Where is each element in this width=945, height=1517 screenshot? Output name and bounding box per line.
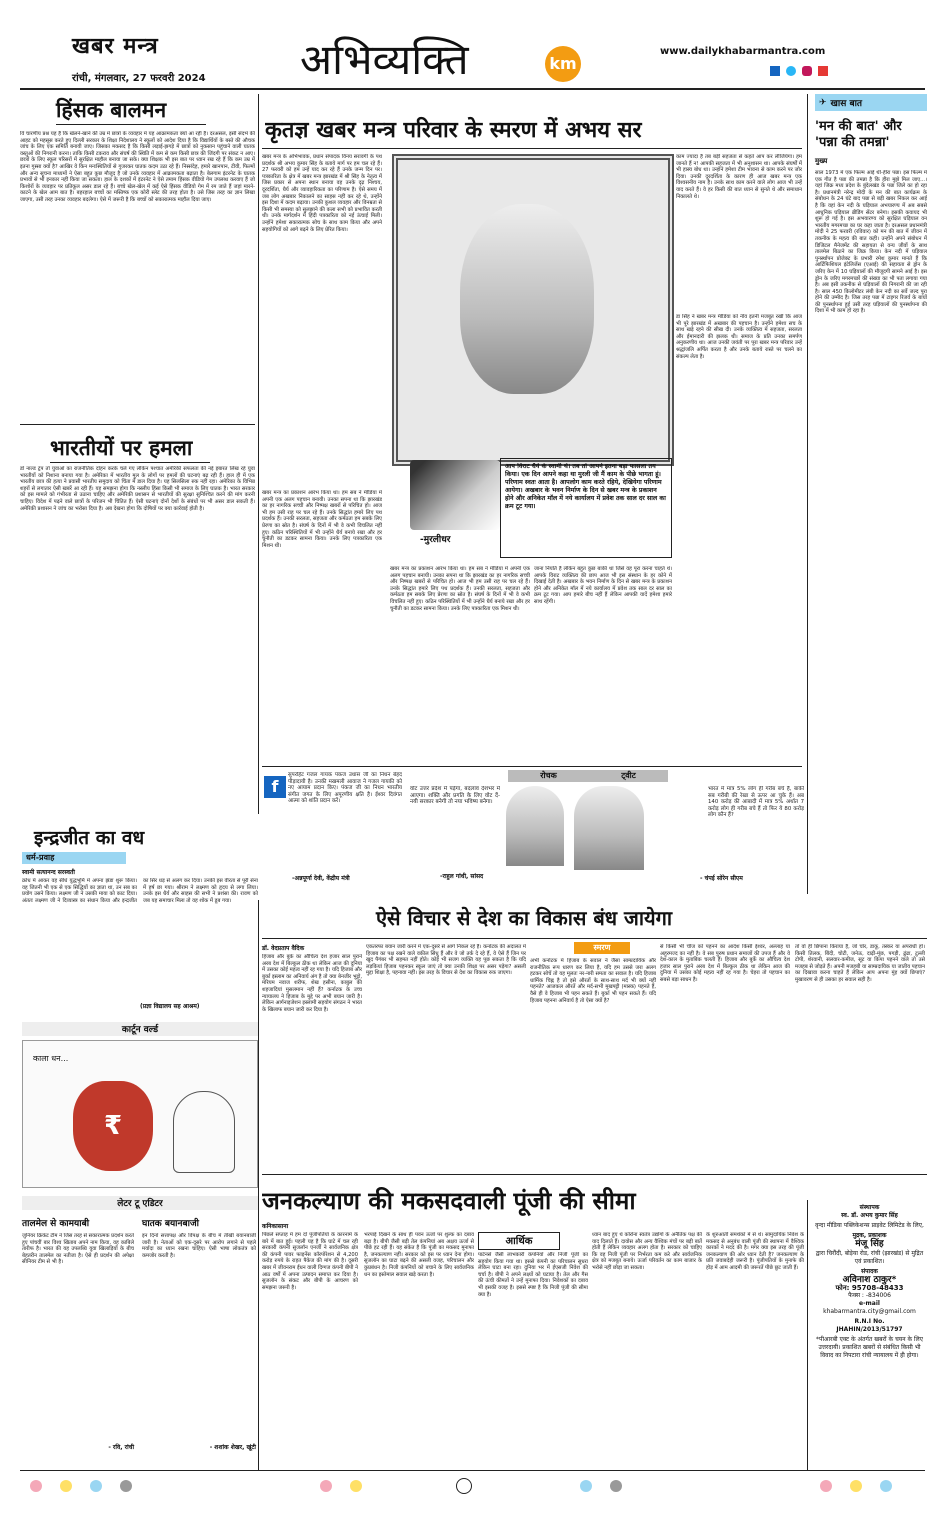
quote1-author: -अन्नपूर्णा देवी, केंद्रीय मंत्री: [292, 875, 350, 882]
reg-dot-10: [850, 1480, 862, 1492]
editor: अविनाश ठाकुर*: [842, 1275, 897, 1285]
label-founder: संस्थापक: [859, 1204, 880, 1211]
col-divider-1: [258, 94, 259, 814]
quote2-box: [410, 786, 565, 886]
masthead: [0, 0, 945, 90]
janakalyan-top-rule: [262, 1174, 927, 1175]
reg-dot-3: [90, 1480, 102, 1492]
editorial-column: [20, 94, 255, 814]
letter2-author: - शशांक शेखर, खूंटी: [209, 1444, 256, 1451]
ramayan-tag: धर्म-प्रवाह: [22, 852, 126, 864]
letter2-title: घातक बयानबाजी: [142, 1219, 199, 1229]
vichar-byline: डॉ. वेदप्रताप वैदिक: [262, 945, 305, 952]
tribute-text-1b: खबर मन्त्र का प्रकाशन आरंभ किया था। हम सब ने मीडिया में अपनी एक अलग पहचान बनायी। उनका सपना था कि झारखंड का हर नागरिक सच्ची और निष्पक्ष खबरों से परिचित हो। आज भी हम उसी राह पर चल रहे हैं। उनके सिद्धांत हमारे लिए पथ प्रदर्शक हैं। उनकी सरलता, सहजता और कर्मठता हम सबके लिए प्रेरणा का स्रोत है। संघर्ष के दिनों में भी वे कभी विचलित नहीं हुए। कठिन परिस्थितियों में भी उन्होंने धैर्य बनाये रखा और हर चुनौती का डटकर सामना किया। उनके लिए पत्रकारिता एक मिशन थी।: [262, 490, 382, 549]
editorial1-text: वि चारणीय प्रश्न यह है कि खेलने-खाने की उम्र में छात्रों के व्यवहार में यह आक्रामकता क्यों आ रही है। दरअसल, इसी संदर्भ की आहट को महसूस करते हुए दिल्ली सरकार के शिक्षा निदेशालय ने स्कूलों को आदेश दिया है कि विद्यार्थियों के बस्ते की औचक जांच के लिए एक समिति बनायी जाए। जिसका मकसद है कि किसी लड़ाई-झगड़े में छात्रों को नुकसान पहुंचाने वाली घातक वस्तुओं की निगरानी करना। ताकि किसी टकराव और संघर्ष की स्थिति में कम से कम किसी छात्र की जिंदगी पर संकट न आए। छात्रों के लिए स्कूल परिसरों में सुरक्षित माहौल बनाया जा सके। क्या शिक्षक भी इस बात पर ध्यान रख रहे हैं कि कम उम्र में इतना गुस्सा क्यों है? आखिर वे किन मनःस्थितियों से गुजरकर घातक कदम उठा रहे हैं। निस्संदेह, हमारे खानपान, टीवी, फिल्मों और अन्य सूचना माध्यमों ने ऐसा बहुत कुछ मौजूद है जो उनके व्यवहार में आक्रामकता बढ़ाता है। बेलगाम इंटरनेट के घातक प्रभावों से भी इनकार नहीं किया जा सकता। हाल के दशकों में इंटरनेट ने ऐसे तमाम हिंसक वीडियो गेम उपलब्ध करवाए हैं जो किशोरों के व्यवहार पर प्रतिकूल असर डाल रहे हैं। बच्चे खेल-खेल में कई ऐसे हिंसक वीडियो गेम में रम जाते हैं जहां मारने-काटने के खेल आम बात है। बहरहाल बच्चों का मस्तिष्क एक कोरी स्लेट की तरह होता है। उसे जिस तरह का ज्ञान लिखा जाएगा, उसी तरह उनका व्यवहार बदलेगा। ऐसे में जरूरी है कि बच्चों को सकारात्मक माहौल दिया जाए।: [20, 131, 255, 203]
tribute-text-4: काम ज्यादा है तब बड़ी सहजता से कहते आप कर लीजियेगा। हम जानते हैं न! आपकी सहजता में भी अनुशासन था। आपके संघर्षों में भी हास्य बोध था। उन्होंने हमेशा टीम भावना से काम करने पर जोर दिया। उनकी दूरदर्शिता के कारण ही आज खबर मन्त्र एक विश्वसनीय नाम है। उनके साथ काम करने वाले लोग आज भी उन्हें याद करते हैं। वे हर किसी की बात ध्यान से सुनते थे और समाधान निकालते थे।: [676, 154, 802, 200]
reg-dot-6: [350, 1480, 362, 1492]
legal-note: *पीआरबी एक्ट के अंतर्गत खबरों के चयन के लिए उत्तरदायी। प्रकाशित खबरों से संबंधित किसी भी विवाद का निपटारा रांची न्यायालय में ही होगा।: [816, 1336, 923, 1359]
reg-dot-5: [320, 1480, 332, 1492]
letter2: [142, 1216, 256, 1466]
quotes-top-rule: [262, 766, 802, 767]
km-logo: km: [545, 46, 581, 82]
editorial1-title: हिंसक बालमन: [56, 96, 206, 125]
footer-rule: [20, 1470, 925, 1471]
cartoon-box: [22, 1040, 258, 1188]
address: द्वारा चिरौंदी, बोड़ेया रोड, रांची (झारखंड) से मुद्रित एवं प्रकाशित।: [815, 1250, 924, 1265]
vichar-headline: ऐसे विचार से देश का विकास बंध जायेगा: [376, 906, 673, 930]
reg-dot-2: [60, 1480, 72, 1492]
arthik-tag: आर्थिक: [478, 1232, 560, 1250]
janakalyan-text-3: पार्टनर्स जैसी लाभकारी कंपनियों और निजी पूंजी का सहयोग किया गया था। इससे कंपनी का परिचालन सुधरा लेकिन घाटा बना रहा। दुनिया भर में ईएसजी निवेश की चर्चा है। बीपी ने अपने लक्ष्यों को घटाया है। तेल और गैस की ऊंची कीमतों ने उन्हें मुनाफा दिया। निवेशकों का दबाव भी इसकी वजह है। इससे स्पष्ट है कि निजी पूंजी की सीमा क्या है।: [478, 1252, 588, 1298]
fax: फैक्स : -834006: [848, 1292, 891, 1299]
letter1-author: - रवि, रांची: [108, 1444, 134, 1451]
facebook-icon[interactable]: [770, 66, 780, 76]
rahul-photo: [506, 786, 564, 866]
tribute-text-3: जाना नियति है लेकिन बहुत कुछ बाकी था जिसे वह पूरा करना चाहते थे। आपके विराट व्यक्तित्व की छाप आज भी इस संस्थान के हर कोने में दिखाई देती है। अखबार के भवन निर्माण के दिन से खबर मन्त्र के प्रकाशन होने और अनिकेत मॉल में नये कार्यालय में प्रवेश तक साल दर साल का क्रम टूट गया। आप हमारे बीच नहीं हैं लेकिन आपकी यादें हमेशा हमारे साथ रहेंगी।: [534, 566, 672, 605]
editorial2-text: डो नाल्ड ट्रंप तो युवाओं का राजनीतिक दोहन करके चले गए लेकिन पश्चात अमेरिकी सफलता की नई इबारत लिख रहे युवा भारतीयों को निशाना बनाया गया है। अमेरिका में भारतीय मूल के लोगों पर हमलों की घटनाएं बढ़ रही हैं। हाल ही में एक भारतीय छात्र की हत्या ने प्रवासी भारतीय समुदाय को चिंता में डाल दिया है। यह सिलसिला रुक नहीं रहा। अमेरिका के विभिन्न शहरों से लगातार ऐसी खबरें आ रही हैं। यह समझना होगा कि नस्लीय हिंसा किसी भी समाज के लिए घातक है। भारत सरकार को इस मामले को गंभीरता से उठाना चाहिए और अमेरिकी प्रशासन से भारतीयों की सुरक्षा सुनिश्चित करने की मांग करनी चाहिए। विदेश में पढ़ने वाले छात्रों के परिजन भी चिंतित हैं। ऐसी घटनाएं दोनों देशों के संबंधों पर भी असर डाल सकती हैं। अमेरिकी प्रशासन ने जांच का भरोसा दिया है। अब देखना होगा कि दोषियों पर क्या कार्रवाई होती है।: [20, 466, 255, 512]
reg-dot-7: [580, 1480, 592, 1492]
publisher-line: वृन्दा मीडिया पब्लिकेशन्स प्राइवेट लिमिटेड के लिए,: [815, 1222, 924, 1229]
facebook-icon: f: [264, 776, 286, 798]
email-label: e-mail: [859, 1300, 880, 1307]
money-bag-icon: ₹: [73, 1081, 153, 1171]
facebook-quote: [262, 772, 402, 892]
tribute-headline: कृतज्ञ खबर मन्त्र परिवार के स्मरण में अभय सर: [265, 117, 642, 143]
section-label-right: ट्वीट: [621, 771, 636, 780]
khas-baat-label: खास बात: [830, 99, 863, 109]
founder: स्व. डॉ. अभय कुमार सिंह: [841, 1212, 898, 1219]
dateline: रांची, मंगलवार, 27 फरवरी 2024: [72, 73, 206, 84]
reg-dot-1: [30, 1480, 42, 1492]
reg-dot-8: [610, 1480, 622, 1492]
paper-name: खबर मन्त्र: [72, 33, 159, 59]
divider: [20, 424, 255, 425]
quote2-text: वोट उत्तर प्रदेश में पड़ेगा, बदलाव देशभर में आएगा। शक्ति और प्रगति के लिए वोट दें- नयी सरकार बनेगी तो नया भविष्य बनेगा।: [410, 786, 500, 806]
reg-dot-11: [880, 1480, 892, 1492]
quote3-text: भारत में मात्र 5% लोग ही गरीब बचे हैं, बाकी सब गरीबी की रेखा से ऊपर आ चुके हैं। अब 140 करोड़ की आबादी में मात्र 5% अर्थात 7 करोड़ लोग ही गरीब बचे हैं तो फिर ये 80 करोड़ लोग कौन हैं?: [708, 786, 804, 819]
khas-baat-headline: 'मन की बात' और 'पन्ना की तमन्ना': [815, 119, 902, 150]
cartoon-figure: [173, 1091, 235, 1173]
letter1: [22, 1216, 134, 1466]
label-editor: संपादक: [861, 1268, 878, 1275]
letter1-text: जुनियर क्रिकेट टीम ने जिस तरह से सकारात्मक प्रदर्शन करते हुए पांचवीं बार विश्व खिताब अपने नाम किया, वह काबिले तारीफ है। भारत की यह उपलब्धि युवा खिलाड़ियों के बीच बेहतरीन तालमेल का नतीजा है। ऐसे ही प्रदर्शन की अपेक्षा सीनियर टीम से भी है।: [22, 1233, 134, 1266]
youtube-icon[interactable]: [818, 66, 828, 76]
vichar-rule: [262, 938, 927, 939]
ramayan-author-line: स्वामी सत्यानन्द सरस्वती: [22, 869, 75, 876]
crosshair-icon: [456, 1478, 472, 1494]
janakalyan-text-1: पिछले सप्ताह में हम दो पूंजीपतियों के कारनामे के बारे में बात हुई। पहली यह है कि घाटे में चल रही सरकारी कंपनी सुजलॉन एनर्जी ने सार्वजनिक क्षेत्र की कंपनी पावर फाइनेंस कॉरपोरेशन से 4,200 करोड़ रुपये के राहत पैकेज की मांग की है। दूसरी खबर में जीवनराम ईंधन वाली दिग्गज कंपनी बीपी ने आठ वर्षों में अपना उत्पादन समाप्त कर दिया है। सुजलॉन के संकट और बीपी के आचरण को समझना जरूरी है।: [262, 1232, 358, 1291]
khas-baat-subhead: मुख्य: [815, 157, 828, 165]
janakalyan-byline: कनिकासाना: [262, 1223, 289, 1230]
twitter-icon[interactable]: [786, 66, 796, 76]
reg-dot-9: [820, 1480, 832, 1492]
col-divider-3: [258, 900, 259, 1470]
rni-no: JHAHIN/2013/51797: [836, 1326, 903, 1333]
pullquote-box: [500, 458, 672, 558]
quote3-author: - चंपई सोरेन सीएम: [700, 875, 743, 882]
phone-row: [812, 1284, 927, 1292]
vichar-text-3: अभी कर्नाटक में हिजाब के सवाल ने जैसा साम्प्रदायिक और राजनीतिक रूप धारण कर लिया है, यदि हम उससे जरा अलग हटकर सोचें तो यह मूलतः नर-नारी समता का सवाल है। यदि हिजाब धार्मिक चिह्न है तो इसे औरतों के साथ-साथ मर्द भी क्यों नहीं पहनते? आजकल औरतें और मर्द-सभी मुखपट्टी (मास्क) पहनते हैं, वैसे ही वे हिजाब भी पहन सकते हैं। बुर्का भी पहन सकते हैं। यदि हिजाब पहनना अनिवार्य है तो ऐसा क्यों है?: [530, 958, 656, 1004]
airplane-icon: ✈: [819, 97, 827, 108]
section-title: अभिव्यक्ति: [300, 35, 469, 84]
quote3-box: [572, 786, 804, 886]
imprint-divider: [807, 1200, 808, 1470]
rni: R.N.I No.: [854, 1318, 885, 1325]
social-icons: [770, 66, 870, 78]
headline-rule: [262, 148, 802, 149]
editorial2-title: भारतीयों पर हमला: [50, 434, 210, 463]
email[interactable]: khabarmantra.city@gmail.com: [823, 1308, 916, 1315]
portrait-frame: [392, 154, 674, 466]
publisher: मंजू सिंह: [855, 1239, 884, 1249]
portrait-photo: [460, 204, 594, 394]
pullquote-author: -मुरलीधर: [420, 535, 451, 545]
rochak-tweet-bar: [508, 770, 668, 782]
khas-baat-tag: [815, 94, 927, 111]
vichar-text-5: तो वो ही छिपाना किराया है, जो चोर, डाकू, तस्कर या अपराधी हो। किसी तिलक, बिंदी, चोटी, जनेऊ, दाढ़ी-मूंछ, पगड़ी, ढुंढा, टुल्ली टोपी, शेरवानी, सलवार-कमीज, सूट या किपा पहनने वाले तो उसे मजहब से जोड़ते हैं। अपनी मजहबी या साम्प्रदायिक या जातीय पहचान का दिखावा करना चाहते हैं लेकिन आप अपना मुंह क्यों छिपाएं? मुखावरण से ही उसका हर सवाल सही है।: [795, 944, 925, 983]
ramayan-source: (प्रज्ञा विद्यालय सह आश्रम): [140, 1003, 200, 1010]
imprint-box: [812, 1204, 927, 1466]
janakalyan-headline: जनकल्याण की मकसदवाली पूंजी की सीमा: [262, 1186, 636, 1215]
quote2-author: -राहुल गांधी, सांसद: [440, 873, 484, 880]
ramayan-text: क्रोध में आकर वह सीधे युद्धभूमि में अपना झंडा शुरू किया। वह जितनी भी एक से एक सिद्धियों का ज्ञाता था, उन सब का प्रयोग उसने किया। लक्ष्मण जी ने उसकी माया को काट दिया। अंततः लक्ष्मण जी ने दिव्यास्त्र का संधान किया और इन्द्रजीत का सिर धड़ से अलग कर दिया। उनकी इस वीरता से पूरी सेना में हर्ष छा गया। श्रीराम ने लक्ष्मण को हृदय से लगा लिया। उनके इस धैर्य और साहस की सभी ने प्रशंसा की। रावण को जब यह समाचार मिला तो वह शोक में डूब गया।: [22, 878, 258, 904]
registration-marks: [20, 1478, 925, 1498]
smaran-tag: स्मरण: [574, 942, 630, 954]
letter2-text: इन दिनों सत्तापक्ष और विपक्ष के बीच में तीखी बयानबाजी जारी है। नेताओं को एक-दूसरे पर आरोप लगाने से पहले मर्यादा का ध्यान रखना चाहिए। ऐसी भाषा लोकतंत्र को कमजोर करती है।: [142, 1233, 256, 1259]
reg-dot-4: [120, 1480, 132, 1492]
janakalyan-text-5: के शुरुआती समर्थकों में से थे। सामुदायिक निवेश के मकसद से अनुबंध वाली पूंजी की स्थापना में वैश्विक कारकों ने मदद की है। मगर क्या इस तरह की पूंजी जनकल्याण की ओर ध्यान देती है? जनकल्याण के प्रति जवाबदेही जरूरी है। पूंजीपतियों के मुनाफे की होड़ में आम आदमी की जरूरतें पीछे छूट जाती हैं।: [706, 1232, 804, 1271]
col-divider-2: [807, 94, 808, 894]
vichar-text-4: से किसी भी चीज को पहनने का आदेश किसी ईश्वर, अल्लाह या अहुरमज्द का नहीं है। वे सब पुरुष प्रधान समाजों की उपज हैं और वे देश-काल के मुताबिक चलती हैं। हिजाब और बुर्के का औचित्य देश हजार साल पुराने अरब देश में बिल्कुल ठीक था लेकिन आज की दुनिया में उसका कोई महत्व नहीं रह गया है। चेहरा तो पहचान का सबसे बड़ा साधन है।: [660, 944, 790, 983]
tribute-text-1: खबर मन्त्र के अभिभावक, प्रधान संपादक विनय सरावगी के पथ प्रदर्शक श्री अभय कुमार सिंह के बताये मार्ग पर हम चल रहे हैं। 27 फरवरी को हम उन्हें याद कर रहे हैं उनके जन्म दिन पर। पत्रकारिता के क्षेत्र में खबर मन्त्र झारखंड में श्री सिंह के नेतृत्व में जिस प्रकार से अपना स्थान बनाया वह उनके दृढ़ निश्चय, दूरदर्शिता, धैर्य और व्यावहारिकता का परिणाम है। ऐसे समय में जब लोग अखबार निकालने का साहस नहीं कर रहे थे, उन्होंने इस दिशा में कदम बढ़ाया। उनकी कुशल व्यवहार और विनम्रता से किसी भी समस्या को सुलझाने की कला सभी को प्रभावित करती थी। उनके मार्गदर्शन में हिंदी पत्रकारिता को नई ऊंचाई मिली। उन्होंने हमेशा सकारात्मक सोच के साथ काम किया और अपने सहयोगियों को आगे बढ़ने के लिए प्रेरित किया।: [262, 154, 382, 233]
instagram-icon[interactable]: [802, 66, 812, 76]
cartoon-tag: [22, 1022, 258, 1036]
vichar-text-1: हिजाब और बुर्के का औचित्य देश हजार साल पुराने अरब देश में बिल्कुल ठीक था लेकिन आज की दुनिया में उसका कोई महत्व नहीं रह गया है। यदि हिजाब और बुर्का इस्लाम का अनिवार्य अंग है तो क्या बेनजीर भुट्टो, मरियम नवाज शरीफ, शेख हसीना, काबुल की शहजादियां मुसलमान नहीं हैं? कर्नाटक के उच्च न्यायालय ने हिजाब के मुद्दे पर अभी बयान जारी है। लेकिन आर्गनाइजेशन इस्लामी सहयोग संगठन ने भारत के खिलाफ बयान जारी कर दिया है।: [262, 954, 362, 1013]
phone: : 95708-48433: [846, 1284, 904, 1292]
letters-tag-label: लेटर टू एडिटर: [117, 1199, 163, 1209]
quote1-text: सुपरहिट गजल गायक पंकज उधास जी का निधन बेहद पीड़ादायी है। उनकी मखमली आवाज ने गजल गायकी को नए आयाम प्रदान किए। पंकज जी का निधन भारतीय संगीत जगत के लिए अपूरणीय क्षति है। ईश्वर दिवंगत आत्मा को शांति प्रदान करें।: [288, 772, 402, 805]
tribute-text-5: डा सिंह ने खबर मन्त्र मीडिया को नीव इतनी मजबूत रखी कि आज भी पूरे झारखंड में अखबार की पहचान है। उन्होंने हमेशा सच के साथ खड़े रहने की सीख दी। उनके व्यक्तित्व में सहजता, सरलता और ईमानदारी की झलक थी। समाज के प्रति उनका समर्पण अनुकरणीय था। आज उनकी जयंती पर पूरा खबर मन्त्र परिवार उन्हें श्रद्धांजलि अर्पित करता है और उनके बताये रास्ते पर चलने का संकल्प लेता है।: [676, 314, 802, 360]
khas-baat-box: [815, 94, 927, 894]
janakalyan-text-2: भरपाई दिखने के साथ ही पवन ऊर्जा पर शुल्क का दबाव बढ़ा है। बीपी जैसी बड़ी तेल कंपनियां अब अक्षय ऊर्जा से पीछे हट रही हैं। यह संकेत है कि पूंजी का मकसद मुनाफा है, जनकल्याण नहीं। सरकार को इस पर ध्यान देना होगा। सुजलॉन का घाटा बढ़ने की असली वजह, परिचालन और कुप्रबंधन है। निजी कंपनियों को बचाने के लिए सार्वजनिक धन का इस्तेमाल सवाल खड़े करता है।: [364, 1232, 474, 1278]
cartoon-tag-label: कार्टून वर्ल्ड: [121, 1025, 159, 1035]
khas-baat-text: साल 1973 में एक फिल्म आई थी-हीरा पन्ना। इस फिल्म में एक गीत है पन्ना की तमन्ना है कि हीरा मुझे मिल जाए...। यहां जिक्र मध्य प्रदेश के बुंदेलखंड के पन्ना जिले का हो रहा है। प्रधानमंत्री नरेन्द्र मोदी के मन की बात कार्यक्रम के संबोधन के 24 घंटे बाद पन्ना से बड़ी खबर निकल कर आई है कि वहां केन नदी के घड़ियाल अभयारण्य में अब सबसे आधुनिक घड़ियाल ब्रीडिंग सेंटर बनेगा। इसकी कवायद भी शुरू हो गई है। इस अभयारण्य को सुरक्षित घड़ियाल वन भारतीय मगरमच्छ का घर कहा जाता है। दरअसल प्रधानमंत्री मोदी ने 25 फरवरी (रविवार) को मन की बात में जीवन में तकनीक के महत्व की बात कही। उन्होंने अपने संबोधन में डिजिटल मैनेजमेंट की सहायता से वन्य जीवों के साथ तालमेल बिठाने का जिक्र किया। केन नदी में घड़ियाल पुनर्स्थापन प्रोजेक्ट के प्रभारी रमेश कुमार मानते हैं कि आर्टिफिशियल इंटेलिजेंस (एआई) की सहायता से ड्रोन के जरिए केन में 10 घड़ियालों की मौजूदगी सामने आई है। इस ड्रोन के जरिए मगरमच्छों की संख्या का भी पता लगाया गया है। अब इसी तकनीक से घड़ियालों की निगरानी की जा रही है। साल 450 किलोमीटर लंबी केन नदी का सर्वे जल्द पूरा होने की उम्मीद है। जिस तरह पन्ना में टाइगर रिजर्व के बाघों की पुनर्स्थापना हुई उसी तरह घड़ियालों की पुनर्स्थापना की दिशा में भी काम हो रहा है।: [815, 170, 927, 315]
vichar-text-2: एकतरफा बयान जारी करने में एक-दूसरे से आगे निकल रहे हैं। कर्नाटक की अदालत में हिजाब का पक्ष रखने वाले वकील सिंधु हैं और वे जो तर्क दे रहे हैं, वे ऐसे हैं जिन पर खुद पैगंबर भी सहमत नहीं होते। कोई भी सजग व्यक्ति यह पूछ सकता है कि यदि लड़कियां हिजाब पहनकर स्कूल जाएं तो क्या उनकी शिक्षा पर असर पड़ेगा? असली मुद्दा शिक्षा है, पहनावा नहीं। इस तरह के विचार से देश का विकास रुक जाएगा।: [366, 944, 526, 977]
janakalyan-text-4: ध्यान बाद हुए थे कोरोना स्वतंत्र उद्योगों के अनैतिक पक्ष की याद दिलाते हैं। दावोस और अन्य वैश्विक मंचों पर बड़ी बातें होती हैं लेकिन व्यवहार अलग होता है। सरकार को चाहिए कि वह निजी पूंजी पर निर्भरता कम करे और सार्वजनिक क्षेत्र को मजबूत बनाये। ऊर्जा परिवर्तन का काम बाजार के भरोसे नहीं छोड़ा जा सकता।: [592, 1232, 702, 1271]
champai-photo: [574, 786, 644, 870]
cartoon-caption: काला धन...: [33, 1054, 69, 1063]
website-url[interactable]: www.dailykhabarmantra.com: [660, 46, 826, 57]
masthead-rule: [20, 88, 925, 90]
label-publisher: मुद्रक, प्रकाशक: [852, 1232, 887, 1239]
pen-illustration: [410, 460, 500, 530]
pullquote-text: आप विराट धैर्य के स्वामी थे। तब तो आपने इतना बड़ा फासला तय किया। एक दिन आपने कहा था मुरली जी मैं काम के पीछे भागता हूं। परिणाम स्वतः आता है। आपलोग काम करते रहिये, देखियेगा परिणाम आयेगा। अखबार के भवन निर्माण के दिन से खबर मन्त्र के प्रकाशन होने और अनिकेत मॉल में नये कार्यालय में प्रवेश तक साल दर साल का क्रम टूट गया।: [505, 463, 666, 510]
phone-label: फोन: [835, 1284, 847, 1292]
section-label-left: रोचक: [540, 771, 557, 780]
tribute-text-2: खबर मन्त्र का प्रकाशन आरंभ किया था। हम सब ने मीडिया में अपनी एक अलग पहचान बनायी। उनका सपना था कि झारखंड का हर नागरिक सच्ची और निष्पक्ष खबरों से परिचित हो। आज भी हम उसी राह पर चल रहे हैं। उनके सिद्धांत हमारे लिए पथ प्रदर्शक हैं। उनकी सरलता, सहजता और कर्मठता हम सबके लिए प्रेरणा का स्रोत है। संघर्ष के दिनों में भी वे कभी विचलित नहीं हुए। कठिन परिस्थितियों में भी उन्होंने धैर्य बनाये रखा और हर चुनौती का डटकर सामना किया। उनके लिए पत्रकारिता एक मिशन थी।: [390, 566, 530, 612]
letters-tag: [22, 1196, 258, 1210]
ramayan-title: इन्द्रजीत का वध: [34, 827, 145, 849]
letter1-title: तालमेल से कामयाबी: [22, 1219, 90, 1229]
